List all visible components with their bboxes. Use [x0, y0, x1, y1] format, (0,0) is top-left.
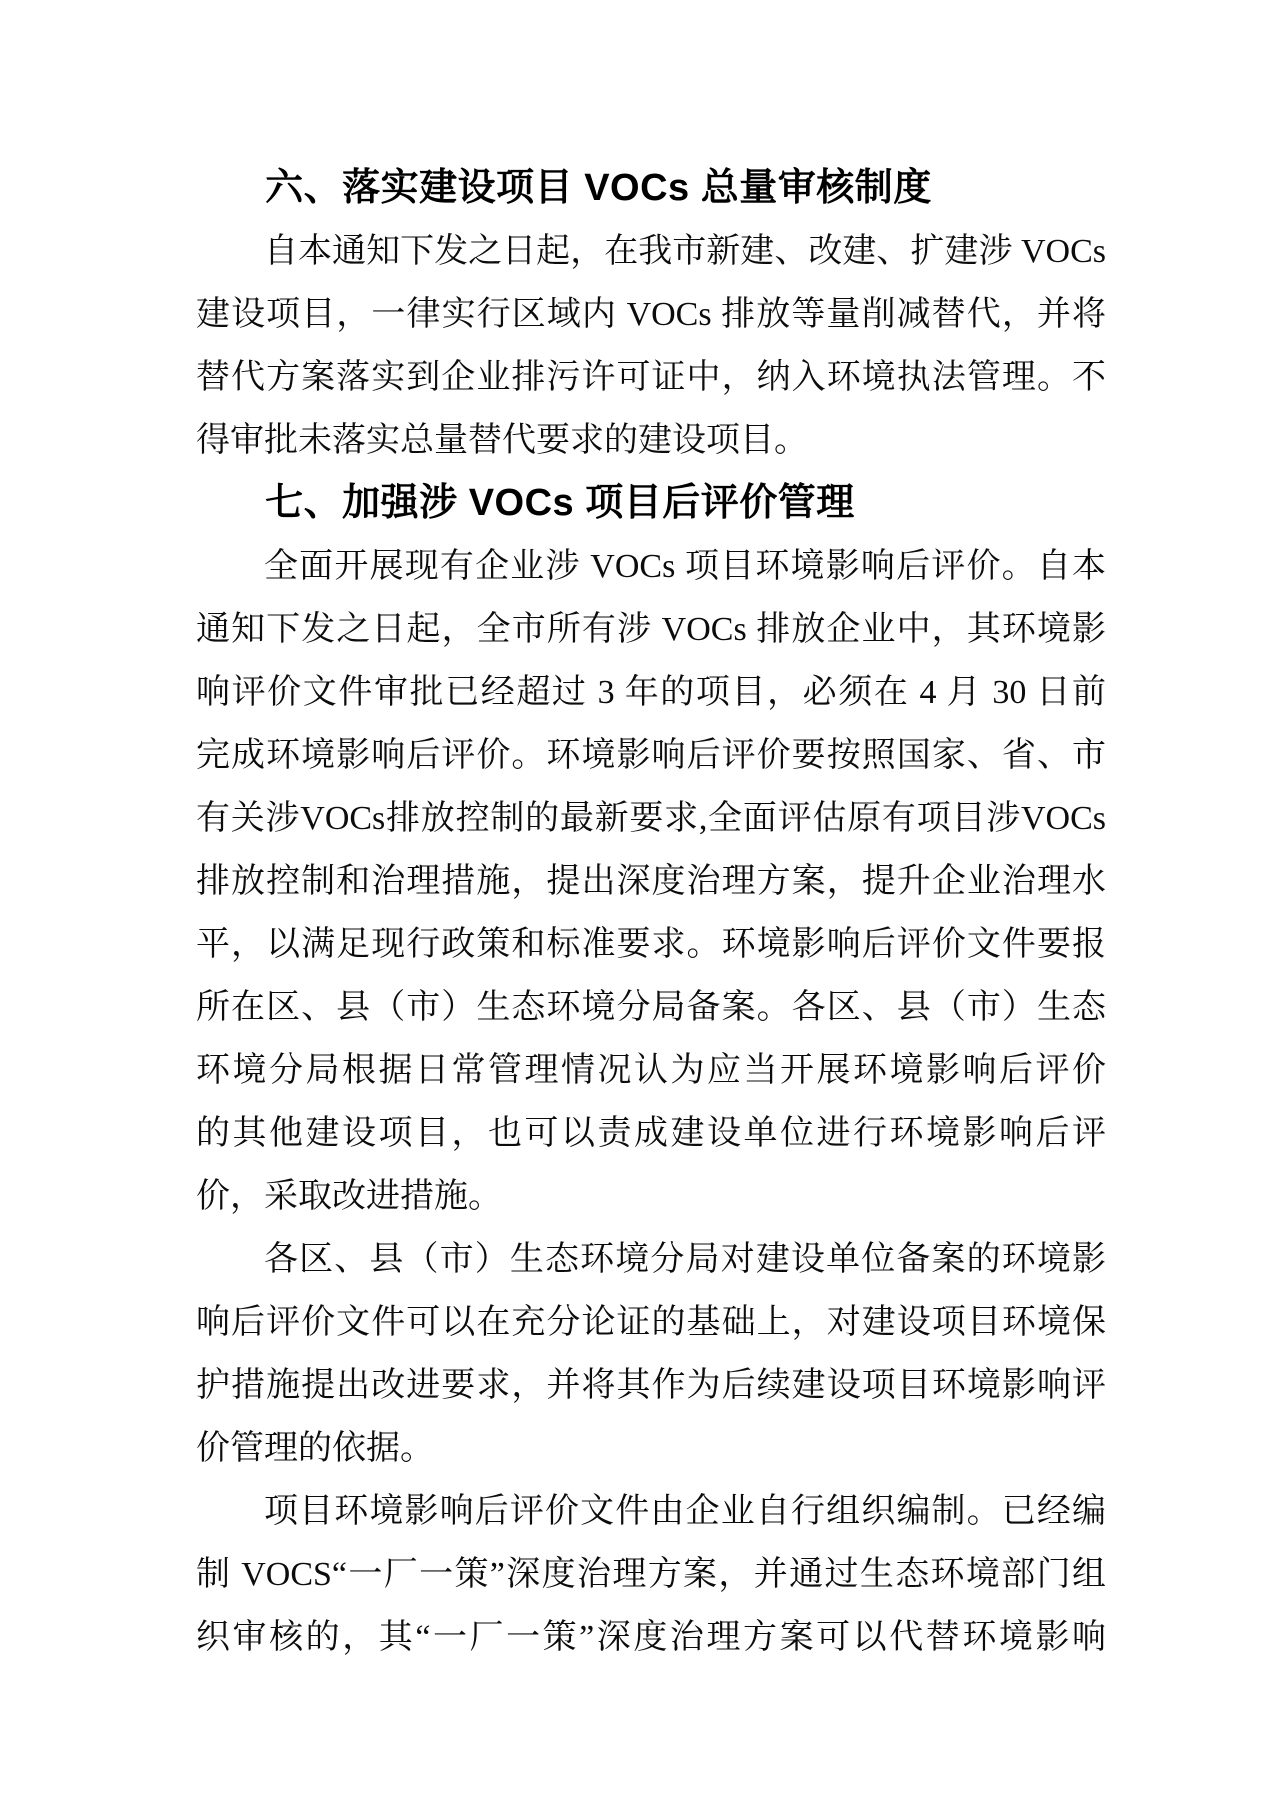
text-line: 响评价文件审批已经超过 3 年的项目，必须在 4 月 30 日前	[196, 674, 1106, 711]
text-line: 排放控制和治理措施，提出深度治理方案，提升企业治理水	[196, 863, 1106, 900]
text-line: 织审核的，其“一厂一策”深度治理方案可以代替环境影响	[196, 1619, 1106, 1656]
text-line: 环境分局根据日常管理情况认为应当开展环境影响后评价	[196, 1052, 1106, 1089]
text-line: 得审批未落实总量替代要求的建设项目。	[196, 422, 808, 459]
document-body	[196, 157, 1106, 1669]
text-line: 替代方案落实到企业排污许可证中，纳入环境执法管理。不	[196, 359, 1106, 396]
section-heading: 七、加强涉 VOCs 项目后评价管理	[265, 482, 855, 524]
text-line: 自本通知下发之日起，在我市新建、改建、扩建涉 VOCs	[264, 233, 1106, 270]
text-line: 项目环境影响后评价文件由企业自行组织编制。已经编	[264, 1493, 1106, 1530]
text-line: 全面开展现有企业涉 VOCs 项目环境影响后评价。自本	[264, 548, 1106, 585]
text-line: 价管理的依据。	[196, 1430, 434, 1467]
section-heading: 六、落实建设项目 VOCs 总量审核制度	[265, 167, 932, 209]
text-line: 制 VOCS“一厂一策”深度治理方案，并通过生态环境部门组	[196, 1556, 1106, 1593]
text-line: 护措施提出改进要求，并将其作为后续建设项目环境影响评	[196, 1367, 1106, 1404]
text-line: 完成环境影响后评价。环境影响后评价要按照国家、省、市	[196, 737, 1106, 774]
text-line: 各区、县（市）生态环境分局对建设单位备案的环境影	[264, 1241, 1106, 1278]
text-line: 的其他建设项目，也可以责成建设单位进行环境影响后评	[196, 1115, 1106, 1152]
text-line: 有关涉VOCs排放控制的最新要求,全面评估原有项目涉VOCs	[196, 800, 1106, 837]
text-line: 建设项目，一律实行区域内 VOCs 排放等量削减替代，并将	[196, 296, 1106, 333]
text-line: 所在区、县（市）生态环境分局备案。各区、县（市）生态	[196, 989, 1106, 1026]
text-line: 价，采取改进措施。	[196, 1178, 502, 1215]
text-line: 通知下发之日起，全市所有涉 VOCs 排放企业中，其环境影	[196, 611, 1106, 648]
text-line: 响后评价文件可以在充分论证的基础上，对建设项目环境保	[196, 1304, 1106, 1341]
text-line: 平，以满足现行政策和标准要求。环境影响后评价文件要报	[196, 926, 1106, 963]
